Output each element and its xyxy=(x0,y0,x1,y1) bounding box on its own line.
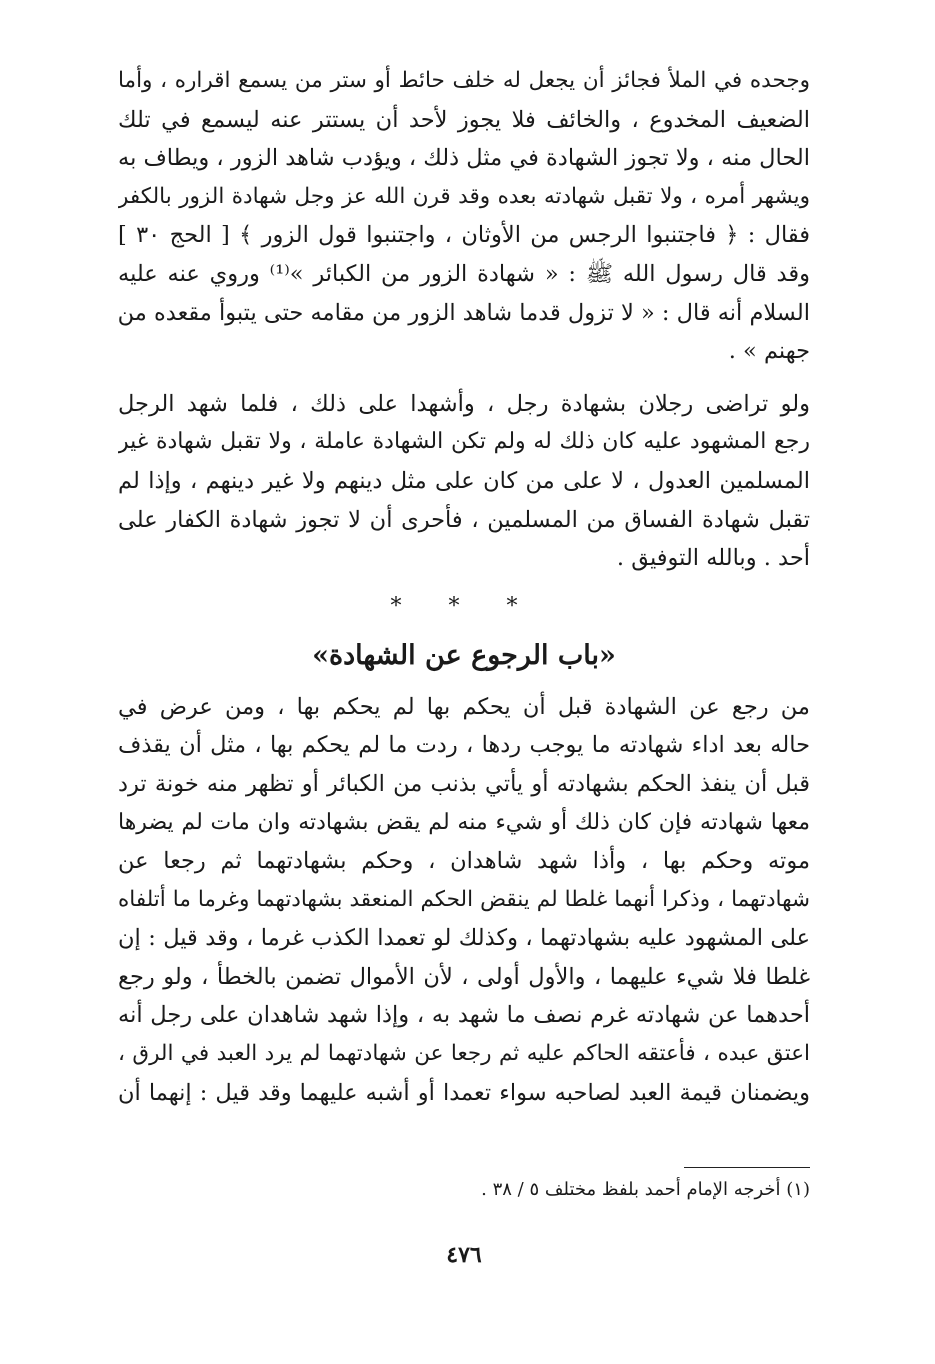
text-line: وجحده في الملأ فجائز أن يجعل له خلف حائط أو ستر من يسمع اقراره ، وأما xyxy=(118,68,810,93)
footnote: (١) أخرجه الإمام أحمد بلفظ مختلف ٥ / ٣٨ . xyxy=(481,1179,810,1200)
page-body xyxy=(118,62,810,1268)
page-number: ٤٧٦ xyxy=(446,1242,482,1268)
text-line: اعتق عبده ، فأعتقه الحاكم عليه ثم رجعا عن شهادتهما لم يرد العبد في الرق ، xyxy=(118,1041,810,1067)
text-line: ويشهر أمره ، ولا تقبل شهادته بعده وقد قرن الله عز وجل شهادة الزور بالكفر xyxy=(118,183,810,209)
text-line: جهنم » . xyxy=(728,338,810,365)
text-line: معها شهادته فإن كان ذلك أو شيء منه لم يقض بشهادته وان مات لم يضرها xyxy=(118,809,810,835)
text-line: فقال : ﴿ فاجتنبوا الرجس من الأوثان ، واجتنبوا قول الزور ﴾ [ الحج ٣٠ ] xyxy=(118,222,810,249)
text-line: رجع المشهود عليه كان ذلك له ولم تكن الشهادة عاملة ، ولا تقبل شهادة غير xyxy=(118,429,810,455)
text-line: وقد قال رسول الله ﷺ : « شهادة الزور من الكبائر »⁽¹⁾ وروي عنه عليه xyxy=(118,260,810,287)
text-line: على المشهود عليه بشهادتهما ، وكذلك لو تعمدا الكذب غرما ، وقد قيل : إن xyxy=(118,925,810,952)
section-separator: * * * xyxy=(390,593,538,619)
text-line: موته وحكم بها ، وأذا شهد شاهدان ، وحكم بشهادتهما ثم رجعا عن xyxy=(118,848,810,875)
paragraph-1 xyxy=(118,62,810,371)
text-line: شهادتهما ، وذكرا أنهما غلطا لم ينقض الحكم المنعقد بشهادتهما وغرما ما أتلفاه xyxy=(118,886,810,912)
footnote-divider xyxy=(684,1167,810,1168)
text-line: أحد . وبالله التوفيق . xyxy=(616,545,810,572)
section-heading: «باب الرجوع عن الشهادة» xyxy=(312,639,616,671)
paragraph-2 xyxy=(118,385,810,578)
text-line: الحال منه ، ولا تجوز الشهادة في مثل ذلك ، ويؤدب شاهد الزور ، ويطاف به xyxy=(118,145,810,172)
text-line: أحدهما عن شهادته غرم نصف ما شهد به ، وإذا شهد شاهدان على رجل أنه xyxy=(118,1002,810,1029)
text-line: السلام أنه قال : « لا تزول قدما شاهد الزور من مقامه حتى يتبوأ مقعده من xyxy=(118,299,810,326)
paragraph-3 xyxy=(118,688,810,1113)
text-line: حاله بعد اداء شهادته ما يوجب ردها ، ردت ما لم يحكم بها ، مثل أن يقذف xyxy=(118,732,810,759)
text-line: ولو تراضى رجلان بشهادة رجل ، وأشهدا على ذلك ، فلما شهد الرجل xyxy=(118,390,810,417)
text-line: من رجع عن الشهادة قبل أن يحكم بها لم يحكم بها ، ومن عرض في xyxy=(118,693,810,720)
text-line: غلطا فلا شيء عليهما ، والأول أولى ، لأن الأموال تضمن بالخطأ ، ولو رجع xyxy=(118,963,810,990)
text-line: ويضمنان قيمة العبد لصاحبه سواء تعمدا أو أشبه عليهما وقد قيل : إنهما أن xyxy=(118,1079,810,1106)
text-line: الضعيف المخدوع ، والخائف فلا يجوز لأحد أن يستتر عنه ليسمع في تلك xyxy=(118,106,810,133)
text-line: المسلمين العدول ، لا على من كان على مثل دينهم ولا غير دينهم ، وإذا لم xyxy=(118,467,810,494)
text-line: تقبل شهادة الفساق من المسلمين ، فأحرى أن لا تجوز شهادة الكفار على xyxy=(118,506,810,533)
text-line: قبل أن ينفذ الحكم بشهادته أو يأتي بذنب من الكبائر أو تظهر منه خونة ترد xyxy=(118,770,810,797)
